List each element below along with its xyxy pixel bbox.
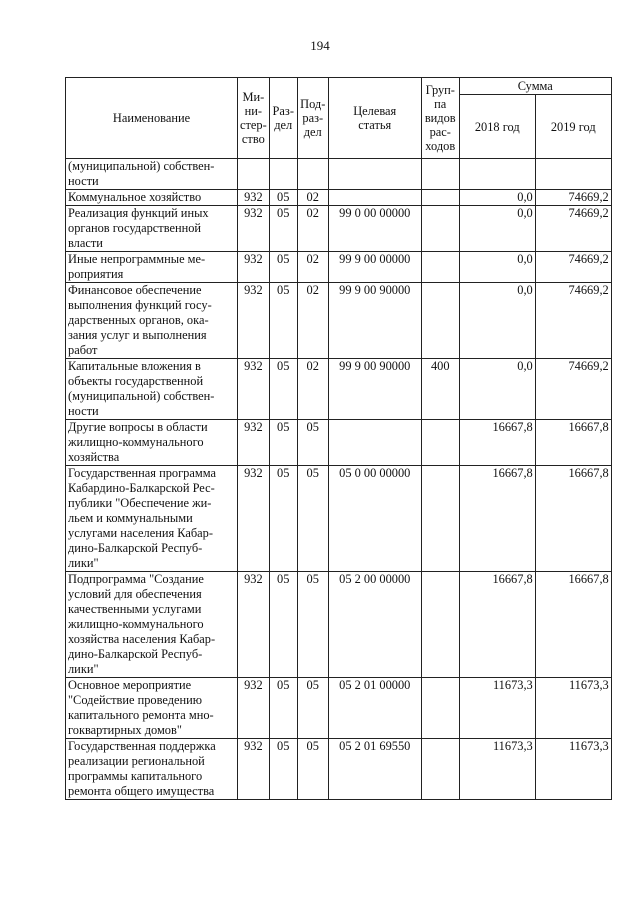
cell-ministry xyxy=(238,159,270,190)
cell-ministry: 932 xyxy=(238,252,270,283)
header-name: Наименование xyxy=(66,78,238,159)
table-row xyxy=(66,252,612,283)
cell-razdel: 05 xyxy=(269,359,297,420)
cell-name: Иные непрограммные ме- роприятия xyxy=(66,252,238,283)
cell-sum-2018: 16667,8 xyxy=(459,572,535,678)
cell-target-article: 99 9 00 00000 xyxy=(328,252,421,283)
header-razdel: Раз- дел xyxy=(269,78,297,159)
cell-name: Капитальные вложения в объекты государственной (муниципальной) собствен- ности xyxy=(66,359,238,420)
cell-podrazdel: 05 xyxy=(297,466,328,572)
table-row xyxy=(66,739,612,800)
cell-ministry: 932 xyxy=(238,678,270,739)
cell-razdel: 05 xyxy=(269,420,297,466)
header-ministry: Ми- ни- стер- ство xyxy=(238,78,270,159)
cell-name: Государственная поддержка реализации региональной программы капитального ремонта общего имущества xyxy=(66,739,238,800)
cell-sum-2019: 16667,8 xyxy=(535,466,611,572)
cell-sum-2019: 16667,8 xyxy=(535,572,611,678)
cell-razdel: 05 xyxy=(269,206,297,252)
cell-expense-group xyxy=(421,739,459,800)
header-year-2018: 2018 год xyxy=(459,95,535,159)
cell-sum-2019: 16667,8 xyxy=(535,420,611,466)
cell-razdel: 05 xyxy=(269,252,297,283)
page-number: 194 xyxy=(310,38,330,53)
cell-expense-group xyxy=(421,466,459,572)
table-row xyxy=(66,206,612,252)
table-row xyxy=(66,190,612,206)
header-year-2019: 2019 год xyxy=(535,95,611,159)
cell-razdel: 05 xyxy=(269,572,297,678)
cell-podrazdel: 02 xyxy=(297,359,328,420)
cell-expense-group xyxy=(421,159,459,190)
cell-target-article: 05 2 01 00000 xyxy=(328,678,421,739)
cell-razdel: 05 xyxy=(269,739,297,800)
cell-ministry: 932 xyxy=(238,739,270,800)
cell-sum-2018: 0,0 xyxy=(459,252,535,283)
cell-name: Подпрограмма "Создание условий для обеспечения качественными услугами жилищно-коммунального хозяйства населения Кабар- дино-Балкарской Респуб- лики" xyxy=(66,572,238,678)
cell-sum-2018 xyxy=(459,159,535,190)
cell-sum-2018: 0,0 xyxy=(459,283,535,359)
cell-sum-2019: 74669,2 xyxy=(535,206,611,252)
cell-podrazdel: 02 xyxy=(297,283,328,359)
cell-sum-2019 xyxy=(535,159,611,190)
cell-sum-2019: 74669,2 xyxy=(535,252,611,283)
cell-podrazdel: 02 xyxy=(297,190,328,206)
cell-razdel: 05 xyxy=(269,190,297,206)
cell-sum-2018: 16667,8 xyxy=(459,466,535,572)
cell-razdel xyxy=(269,159,297,190)
table-row xyxy=(66,283,612,359)
cell-name: (муниципальной) собствен- ности xyxy=(66,159,238,190)
table-header xyxy=(66,78,612,159)
cell-expense-group xyxy=(421,190,459,206)
header-expense-group: Груп- па видов рас- ходов xyxy=(421,78,459,159)
cell-target-article: 05 0 00 00000 xyxy=(328,466,421,572)
cell-sum-2019: 11673,3 xyxy=(535,678,611,739)
cell-target-article: 05 2 01 69550 xyxy=(328,739,421,800)
cell-ministry: 932 xyxy=(238,572,270,678)
table-row xyxy=(66,159,612,190)
cell-razdel: 05 xyxy=(269,466,297,572)
cell-target-article xyxy=(328,190,421,206)
cell-sum-2018: 0,0 xyxy=(459,359,535,420)
cell-ministry: 932 xyxy=(238,466,270,572)
cell-ministry: 932 xyxy=(238,420,270,466)
budget-table xyxy=(65,77,612,800)
cell-expense-group xyxy=(421,420,459,466)
table-row xyxy=(66,572,612,678)
cell-podrazdel: 05 xyxy=(297,420,328,466)
cell-razdel: 05 xyxy=(269,678,297,739)
header-sum: Сумма xyxy=(459,78,611,95)
cell-name: Другие вопросы в области жилищно-коммунального хозяйства xyxy=(66,420,238,466)
cell-sum-2019: 74669,2 xyxy=(535,190,611,206)
cell-expense-group xyxy=(421,252,459,283)
table-row xyxy=(66,420,612,466)
cell-ministry: 932 xyxy=(238,206,270,252)
cell-expense-group xyxy=(421,678,459,739)
cell-razdel: 05 xyxy=(269,283,297,359)
cell-expense-group xyxy=(421,283,459,359)
cell-podrazdel: 02 xyxy=(297,252,328,283)
cell-sum-2019: 11673,3 xyxy=(535,739,611,800)
cell-sum-2019: 74669,2 xyxy=(535,359,611,420)
cell-podrazdel: 02 xyxy=(297,206,328,252)
table-row xyxy=(66,678,612,739)
cell-name: Коммунальное хозяйство xyxy=(66,190,238,206)
cell-name: Основное мероприятие "Содействие проведению капитального ремонта мно- гоквартирных домов" xyxy=(66,678,238,739)
header-podrazdel: Под- раз- дел xyxy=(297,78,328,159)
cell-target-article: 99 9 00 90000 xyxy=(328,359,421,420)
table-row xyxy=(66,466,612,572)
cell-podrazdel xyxy=(297,159,328,190)
cell-target-article: 05 2 00 00000 xyxy=(328,572,421,678)
cell-sum-2018: 0,0 xyxy=(459,206,535,252)
cell-podrazdel: 05 xyxy=(297,739,328,800)
cell-sum-2018: 11673,3 xyxy=(459,739,535,800)
cell-ministry: 932 xyxy=(238,359,270,420)
cell-expense-group: 400 xyxy=(421,359,459,420)
cell-podrazdel: 05 xyxy=(297,572,328,678)
cell-sum-2018: 11673,3 xyxy=(459,678,535,739)
cell-name: Государственная программа Кабардино-Балкарской Рес- публики "Обеспечение жи- льем и коммунальными услугами населения Кабар- дино-Балкарской Респуб- лики" xyxy=(66,466,238,572)
cell-sum-2018: 0,0 xyxy=(459,190,535,206)
cell-ministry: 932 xyxy=(238,190,270,206)
cell-target-article: 99 0 00 00000 xyxy=(328,206,421,252)
table-row xyxy=(66,359,612,420)
cell-expense-group xyxy=(421,206,459,252)
cell-name: Финансовое обеспечение выполнения функций госу- дарственных органов, ока- зания услуг и выполнения работ xyxy=(66,283,238,359)
cell-sum-2018: 16667,8 xyxy=(459,420,535,466)
cell-ministry: 932 xyxy=(238,283,270,359)
cell-target-article xyxy=(328,159,421,190)
cell-sum-2019: 74669,2 xyxy=(535,283,611,359)
table-body xyxy=(66,159,612,800)
cell-target-article xyxy=(328,420,421,466)
cell-podrazdel: 05 xyxy=(297,678,328,739)
cell-name: Реализация функций иных органов государственной власти xyxy=(66,206,238,252)
cell-expense-group xyxy=(421,572,459,678)
header-target-article: Целевая статья xyxy=(328,78,421,159)
cell-target-article: 99 9 00 90000 xyxy=(328,283,421,359)
